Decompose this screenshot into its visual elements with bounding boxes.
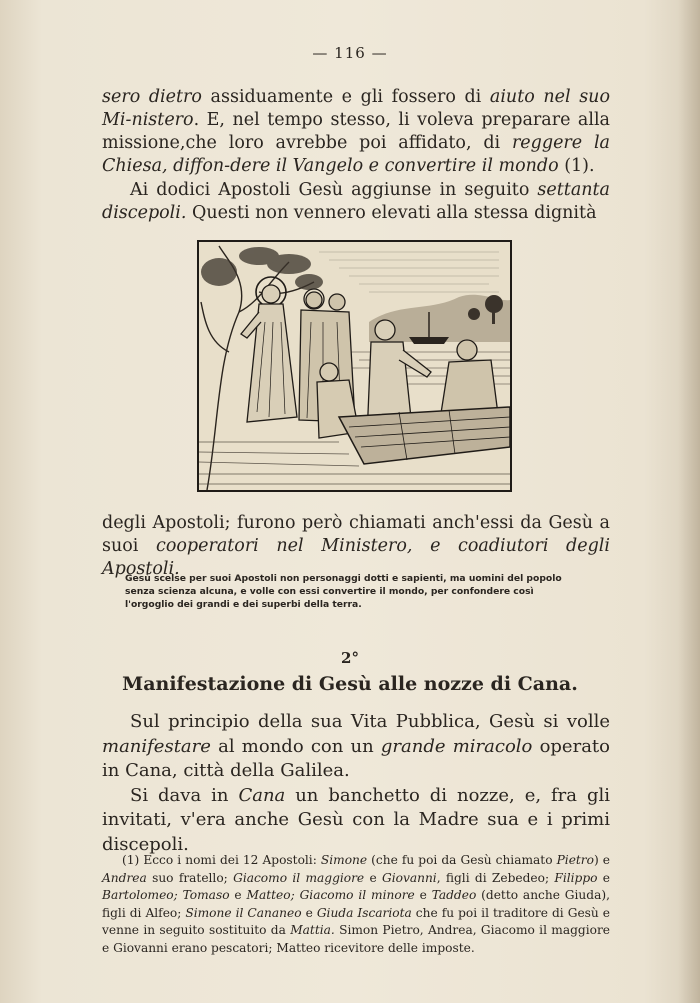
text-run: Simon Pietro, Andrea, Giacomo il maggiore e Giovanni erano pescatori; Matteo ricevitore delle imposte. <box>102 923 610 955</box>
italic-phrase: reggere la Chiesa, diffon- <box>102 133 610 176</box>
apostle-name: Taddeo <box>431 888 477 902</box>
italic-phrase: aiuto nel suo Mi- <box>102 87 610 130</box>
text-run: che loro avrebbe poi affidato, di <box>185 133 512 153</box>
footnote-text <box>102 852 610 957</box>
text-run: e <box>229 888 247 902</box>
apostle-name: Andrea <box>102 870 147 885</box>
italic-phrase: dere il Vangelo e convertire il mondo <box>230 156 559 176</box>
text-run: e <box>414 888 432 902</box>
text-run: e <box>364 870 382 885</box>
text-run: al mondo con un <box>210 735 381 757</box>
text-run: suo fratello; <box>146 870 234 885</box>
text-run: (che fu poi da Gesù chiamato <box>367 853 557 867</box>
page-edge-shadow <box>678 0 700 1003</box>
text-paragraph <box>102 86 610 178</box>
text-run: Sul principio della sua Vita Pubblica, Gesù si volle <box>130 711 610 732</box>
apostle-name: Giuda Iscariota <box>316 905 412 920</box>
text-run: e <box>597 870 610 885</box>
illustration-caption: Gesù scelse per suoi Apostoli non personaggi dotti e sapienti, ma uomini del popolo senza scienza alcuna, e volle con essi convertire il mondo, per confondere così l'orgoglio dei grandi e dei superbi della terra. <box>125 573 562 610</box>
text-run: Si dava in <box>130 784 239 806</box>
text-run: Ai dodici Apostoli Gesù aggiunse in seguito <box>130 180 538 200</box>
apostle-name: Simone il Cananeo <box>185 905 302 920</box>
text-run: degli Apostoli; furono però chiamati anch'essi da Gesù a suoi <box>102 513 610 556</box>
section-number: 2° <box>341 649 359 667</box>
italic-phrase: cooperatori nel Ministero, e coadiutori degli Apostoli. <box>102 536 611 579</box>
text-run: operato in Cana, città della Galilea. <box>102 735 610 781</box>
text-run: (1) Ecco i nomi dei 12 Apostoli: <box>122 853 321 867</box>
apostle-name: Matteo; Giacomo il minore <box>246 888 415 902</box>
apostle-name: Mattia. <box>290 923 335 937</box>
italic-phrase: sero dietro <box>102 87 202 107</box>
text-run: Questi non vennero elevati alla stessa dignità <box>186 203 597 223</box>
footnote <box>102 852 610 957</box>
apostle-name: Giovanni <box>381 870 437 885</box>
italic-phrase: grande miracolo <box>380 735 533 757</box>
apostle-name: Pietro <box>556 853 594 867</box>
italic-phrase: settanta discepoli. <box>102 180 610 223</box>
text-run: assiduamente e gli fossero di <box>201 87 490 107</box>
footnote-ref: (1). <box>558 156 595 176</box>
text-paragraph <box>102 710 610 784</box>
text-paragraph <box>102 179 610 225</box>
text-run: e <box>301 905 317 920</box>
text-run: che fu poi il traditore di Gesù e venne in seguito sostituito da <box>102 905 610 937</box>
apostle-name: Filippo <box>554 870 598 885</box>
text-paragraph <box>102 784 610 858</box>
italic-phrase: manifestare <box>102 735 211 757</box>
italic-phrase: nistero <box>131 110 194 130</box>
middle-text-block <box>102 512 610 581</box>
text-run: (detto anche Giuda), figli di Alfeo; <box>102 888 610 920</box>
section-body <box>102 710 610 857</box>
apostle-name: Simone <box>320 853 368 867</box>
text-run: un banchetto di nozze, e, fra gli invitati, v'era anche Gesù con la Madre sua e i primi discepoli. <box>102 784 611 855</box>
text-run: , figli di Zebedeo; <box>436 870 555 885</box>
text-run: ) e <box>593 853 610 867</box>
section-title: Manifestazione di Gesù alle nozze di Cana. <box>122 673 578 695</box>
text-paragraph <box>102 512 610 581</box>
page-number: — 116 — <box>312 44 388 62</box>
calling-of-apostles-picture <box>199 242 510 490</box>
apostle-name: Bartolomeo; Tomaso <box>102 888 230 902</box>
top-text-block <box>102 86 610 225</box>
woodcut-illustration <box>197 240 512 492</box>
text-run: . E, nel tempo stesso, li voleva preparare alla missione, <box>102 110 610 153</box>
italic-phrase: Cana <box>238 784 286 806</box>
apostle-name: Giacomo il maggiore <box>233 870 365 885</box>
